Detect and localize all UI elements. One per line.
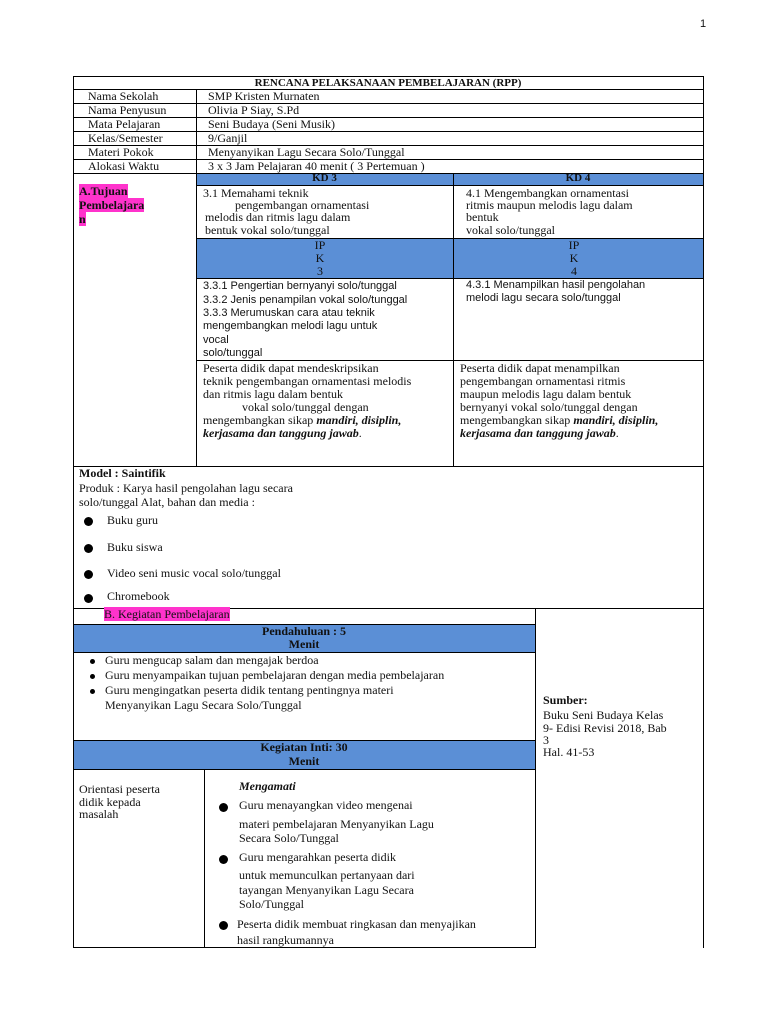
info-label: Nama Penyusun xyxy=(88,103,167,117)
ipk3-line: 3.3.3 Merumuskan cara atau teknik xyxy=(203,307,375,319)
inti-item-line: hasil rangkumannya xyxy=(237,933,334,947)
inti-item-line: untuk memunculkan pertanyaan dari xyxy=(239,868,415,882)
goal-right-line: Peserta didik dapat menampilkan xyxy=(460,361,620,375)
bullet-icon xyxy=(219,803,228,812)
pendahuluan-item: Guru menyampaikan tujuan pembelajaran dengan media pembelajaran xyxy=(105,668,445,682)
goal-left-emph: kerjasama dan tanggung jawab xyxy=(203,426,359,440)
inti-item-line: tayangan Menyanyikan Lagu Secara xyxy=(239,883,414,897)
document-title: RENCANA PELAKSANAAN PEMBELAJARAN (RPP) xyxy=(254,77,522,89)
ipk3-line: mengembangkan melodi lagu untuk xyxy=(203,320,378,332)
tujuan-label-line: Pembelajara xyxy=(79,198,145,212)
tujuan-label-line: A.Tujuan xyxy=(79,184,128,198)
bullet-icon xyxy=(84,594,93,603)
goal-right-emph: mandiri, disiplin, xyxy=(573,413,659,427)
goal-left-line: Peserta didik dapat mendeskripsikan xyxy=(203,361,379,375)
produk-line: Produk : Karya hasil pengolahan lagu secara xyxy=(79,481,293,495)
bullet-icon xyxy=(84,570,93,579)
kd4-title: KD 4 xyxy=(565,172,591,184)
inti-item-line: Guru menayangkan video mengenai xyxy=(239,798,413,812)
kd4-line: 4.1 Mengembangkan ornamentasi xyxy=(466,186,629,200)
sumber-line: 9- Edisi Revisi 2018, Bab xyxy=(543,721,667,735)
ipk3-line: 3.3.2 Jenis penampilan vokal solo/tunggal xyxy=(203,294,408,306)
ipk3-line: vocal xyxy=(203,334,229,346)
ipk3-title-line: IP xyxy=(314,238,326,252)
inti-title-line: Menit xyxy=(288,754,320,768)
page-number: 1 xyxy=(700,18,707,30)
kd3-line: melodis dan ritmis lagu dalam xyxy=(205,210,351,224)
orientasi-line: Orientasi peserta xyxy=(79,782,160,796)
tujuan-label-line: n xyxy=(79,212,86,226)
inti-item-line: Secara Solo/Tunggal xyxy=(239,831,339,845)
info-value: Menyanyikan Lagu Secara Solo/Tunggal xyxy=(208,145,405,159)
pendahuluan-title-line: Pendahuluan : 5 xyxy=(261,624,347,638)
info-label: Materi Pokok xyxy=(88,145,154,159)
goal-right-line: maupun melodis lagu dalam bentuk xyxy=(460,387,632,401)
ipk4-title-line: 4 xyxy=(571,264,577,278)
goal-right-lead: mengembangkan sikap xyxy=(460,413,574,427)
goal-left-line: vokal solo/tunggal dengan xyxy=(242,400,369,414)
kd3-line: bentuk vokal solo/tunggal xyxy=(205,223,330,237)
orientasi-line: masalah xyxy=(79,807,119,821)
produk-line: solo/tunggal Alat, bahan dan media : xyxy=(79,495,255,509)
bullet-icon xyxy=(84,544,93,553)
media-item: Chromebook xyxy=(107,589,170,603)
bullet-icon xyxy=(219,921,228,930)
info-value: Olivia P Siay, S.Pd xyxy=(208,103,300,117)
goal-left-emph: mandiri, disiplin, xyxy=(316,413,402,427)
info-label: Kelas/Semester xyxy=(88,131,163,145)
goal-left-end: . xyxy=(358,426,362,440)
bullet-icon xyxy=(219,855,228,864)
ipk3-line: 3.3.1 Pengertian bernyanyi solo/tunggal xyxy=(203,280,397,292)
ipk4-line: 4.3.1 Menampilkan hasil pengolahan xyxy=(466,279,646,291)
goal-right-line: pengembangan ornamentasi ritmis xyxy=(460,374,626,388)
info-value: SMP Kristen Murnaten xyxy=(208,89,320,103)
sumber-line: Buku Seni Budaya Kelas xyxy=(543,708,664,722)
kd4-line: vokal solo/tunggal xyxy=(466,223,555,237)
kd4-line: bentuk xyxy=(466,210,499,224)
bullet-icon xyxy=(90,674,95,679)
sumber-title: Sumber: xyxy=(543,693,588,707)
orientasi-line: didik kepada xyxy=(79,795,141,809)
ipk4-line: melodi lagu secara solo/tunggal xyxy=(466,292,621,304)
ipk4-title-line: K xyxy=(569,251,579,265)
media-item: Buku guru xyxy=(107,513,158,527)
goal-right-end: . xyxy=(615,426,619,440)
ipk3-title-line: K xyxy=(315,251,325,265)
inti-item-line: Solo/Tunggal xyxy=(239,897,304,911)
sumber-line: Hal. 41-53 xyxy=(543,745,595,759)
pendahuluan-item: Menyanyikan Lagu Secara Solo/Tunggal xyxy=(105,698,302,712)
inti-item-line: Guru mengarahkan peserta didik xyxy=(239,850,396,864)
mengamati-title: Mengamati xyxy=(239,779,296,793)
inti-item-line: materi pembelajaran Menyanyikan Lagu xyxy=(239,817,434,831)
goal-left-lead: mengembangkan sikap xyxy=(203,413,317,427)
kd4-line: ritmis maupun melodis lagu dalam xyxy=(466,198,633,212)
media-item: Buku siswa xyxy=(107,540,163,554)
goal-right-line: bernyanyi vokal solo/tunggal dengan xyxy=(460,400,638,414)
ipk3-title-line: 3 xyxy=(317,264,323,278)
kegiatan-title: B. Kegiatan Pembelajaran xyxy=(104,607,230,621)
info-value: 9/Ganjil xyxy=(208,131,248,145)
ipk4-title-line: IP xyxy=(568,238,580,252)
pendahuluan-item: Guru mengucap salam dan mengajak berdoa xyxy=(105,653,319,667)
goal-left-line: teknik pengembangan ornamentasi melodis xyxy=(203,374,412,388)
media-item: Video seni music vocal solo/tunggal xyxy=(107,566,281,580)
sumber-line: 3 xyxy=(543,733,549,747)
bullet-icon xyxy=(90,689,95,694)
info-label: Alokasi Waktu xyxy=(88,159,160,173)
bullet-icon xyxy=(90,659,95,664)
info-label: Nama Sekolah xyxy=(88,89,159,103)
info-value: Seni Budaya (Seni Musik) xyxy=(208,117,335,131)
info-label: Mata Pelajaran xyxy=(88,117,161,131)
kd3-line: pengembangan ornamentasi xyxy=(235,198,370,212)
kd3-line: 3.1 Memahami teknik xyxy=(203,186,309,200)
pendahuluan-title-line: Menit xyxy=(288,637,320,651)
info-value: 3 x 3 Jam Pelajaran 40 menit ( 3 Pertemuan ) xyxy=(208,159,425,173)
model-title: Model : Saintifik xyxy=(79,466,166,480)
goal-left-line: dan ritmis lagu dalam bentuk xyxy=(203,387,343,401)
pendahuluan-item: Guru mengingatkan peserta didik tentang pentingnya materi xyxy=(105,683,394,697)
ipk3-line: solo/tunggal xyxy=(203,347,263,359)
bullet-icon xyxy=(84,517,93,526)
inti-title-line: Kegiatan Inti: 30 xyxy=(260,740,348,754)
inti-item-line: Peserta didik membuat ringkasan dan menyajikan xyxy=(237,917,476,931)
kd3-title: KD 3 xyxy=(312,172,337,184)
goal-right-emph: kerjasama dan tanggung jawab xyxy=(460,426,616,440)
